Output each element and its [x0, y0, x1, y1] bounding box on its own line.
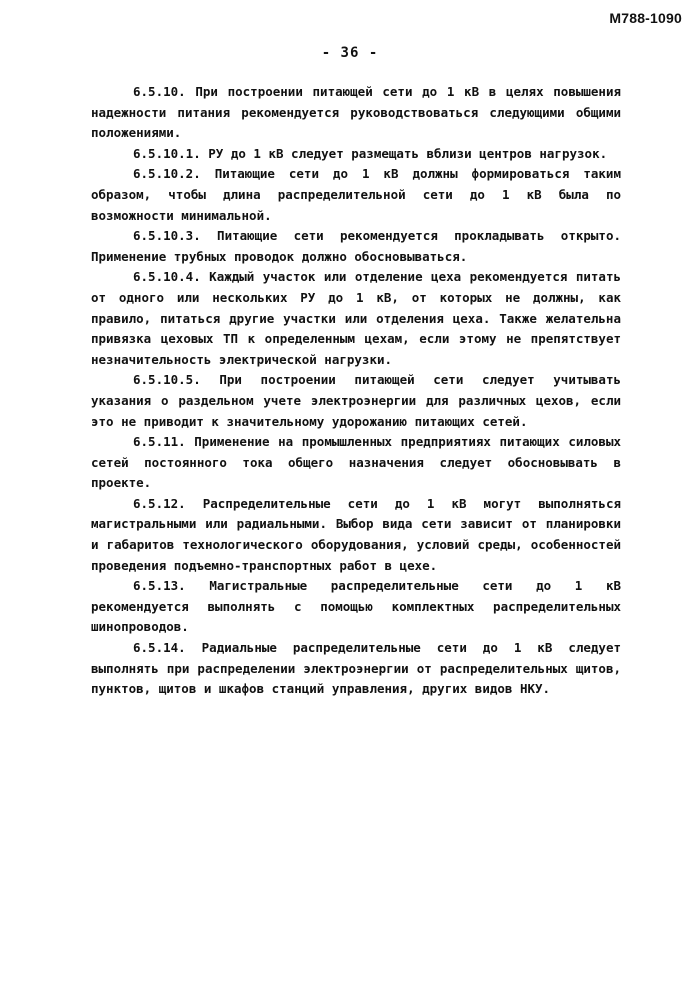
paragraph-6-5-10-3: 6.5.10.3. Питающие сети рекомендуется прокладывать открыто. Применение трубных проводок должно обосновываться.: [91, 228, 621, 264]
paragraph-6-5-10-4: 6.5.10.4. Каждый участок или отделение цеха рекомендуется питать от одного или нескольких РУ до 1 кВ, от которых не должны, как правило, питаться другие участки или отделения цеха. Также желательна привязка цеховых ТП к определенным цехам, если этому не препятствует незначительность электрической нагрузки.: [91, 269, 621, 367]
paragraph-6-5-10-5: 6.5.10.5. При построении питающей сети следует учитывать указания о раздельном учете электроэнергии для различных цехов, если это не приводит к значительному удорожанию питающих сетей.: [91, 372, 621, 429]
document-body: [91, 82, 621, 700]
paragraph-6-5-10-2: 6.5.10.2. Питающие сети до 1 кВ должны формироваться таким образом, чтобы длина распределительной сети до 1 кВ была по возможности минимальной.: [91, 166, 621, 223]
document-code: М788-1090: [609, 10, 682, 26]
paragraph-6-5-14: 6.5.14. Радиальные распределительные сети до 1 кВ следует выполнять при распределении электроэнергии от распределительных щитов, пунктов, щитов и шкафов станций управления, других видов НКУ.: [91, 640, 621, 697]
paragraph-6-5-12: 6.5.12. Распределительные сети до 1 кВ могут выполняться магистральными или радиальными. Выбор вида сети зависит от планировки и габаритов технологического оборудования, условий среды, особенностей проведения подъемно-транспортных работ в цехе.: [91, 495, 621, 573]
paragraph-6-5-10-1: 6.5.10.1. РУ до 1 кВ следует размещать вблизи центров нагрузок.: [133, 145, 608, 161]
paragraph-6-5-11: 6.5.11. Применение на промышленных предприятиях питающих силовых сетей постоянного тока общего назначения следует обосновывать в проекте.: [91, 434, 621, 491]
paragraph-6-5-13: 6.5.13. Магистральные распределительные сети до 1 кВ рекомендуется выполнять с помощью комплектных распределительных шинопроводов.: [91, 578, 621, 635]
page-number: - 36 -: [321, 45, 379, 61]
paragraph-6-5-10: 6.5.10. При построении питающей сети до 1 кВ в целях повышения надежности питания рекомендуется руководствоваться следующими общими положениями.: [91, 84, 621, 141]
